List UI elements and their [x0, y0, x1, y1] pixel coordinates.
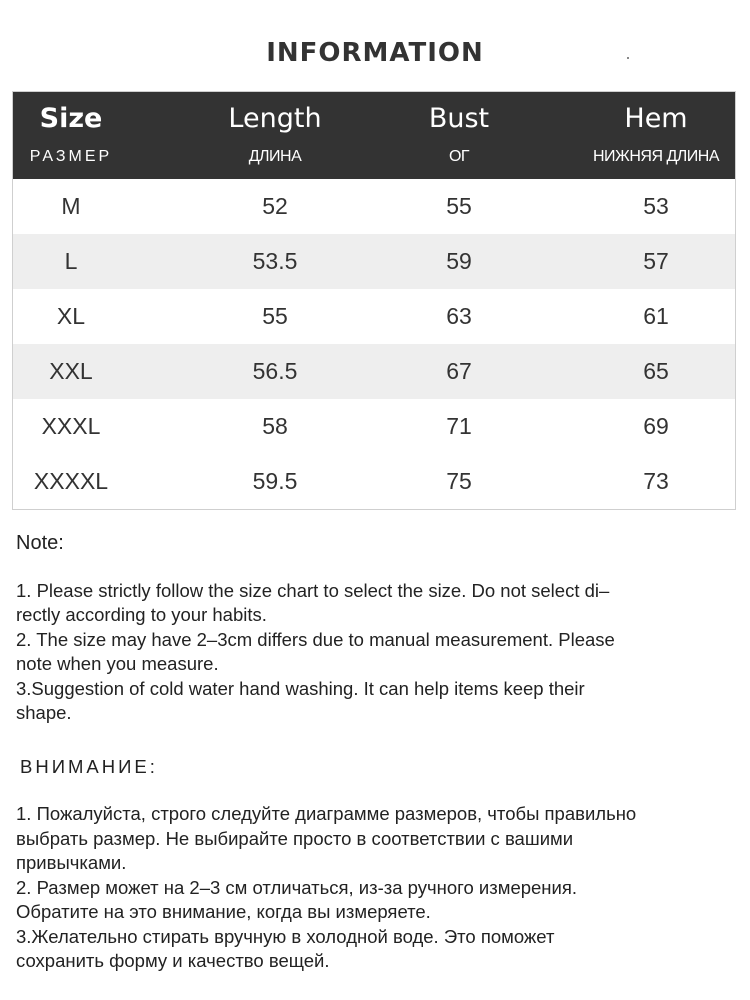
note-en-line: note when you measure.: [16, 653, 219, 674]
note-ru-line: 1. Пожалуйста, строго следуйте диаграмме размеров, чтобы правильно: [16, 803, 637, 824]
table-row: [13, 179, 735, 234]
note-en-line: 3.Suggestion of cold water hand washing. It can help items keep their: [16, 677, 585, 699]
header-length-ru: ДЛИНА: [248, 148, 302, 165]
note-en-line: rectly according to your habits.: [16, 604, 267, 625]
cell-length: 52: [262, 193, 288, 219]
cell-hem: 65: [643, 358, 669, 384]
note-ru-line: 2. Размер может на 2–3 см отличаться, из-за ручного измерения.: [16, 876, 578, 898]
header-hem: [587, 92, 725, 179]
cell-bust: 67: [446, 358, 472, 384]
spacer: [16, 726, 736, 755]
cell-bust: 59: [446, 248, 472, 274]
cell-hem: 53: [643, 193, 669, 219]
cell-length: 56.5: [252, 358, 298, 384]
notes-section: [16, 531, 736, 974]
note-ru-line: сохранить форму и качество вещей.: [16, 950, 330, 971]
note-en-line: 1. Please strictly follow the size chart to select the size. Do not select di–: [16, 579, 610, 601]
note-heading-ru: ВНИМАНИЕ:: [20, 755, 158, 777]
header-size-en: Size: [39, 103, 103, 134]
note-en-line: shape.: [16, 702, 72, 723]
cell-hem: 73: [643, 468, 669, 494]
page-title: INFORMATION: [266, 38, 484, 68]
table-header: [13, 92, 735, 179]
size-table: [12, 91, 736, 510]
header-hem-ru: НИЖНЯЯ ДЛИНА: [593, 148, 719, 165]
header-hem-en: Hem: [624, 103, 688, 134]
cell-bust: 75: [446, 468, 472, 494]
cell-hem: 57: [643, 248, 669, 274]
cell-bust: 55: [446, 193, 472, 219]
note-ru-line: 3.Желательно стирать вручную в холодной воде. Это поможет: [16, 925, 555, 947]
table-row: [13, 234, 735, 289]
note-ru-line: выбрать размер. Не выбирайте просто в соответствии с вашими: [16, 827, 574, 849]
cell-size: XL: [56, 303, 86, 329]
header-size-ru: РАЗМЕР: [29, 148, 113, 165]
header-bust-en: Bust: [428, 103, 490, 134]
note-ru-line: Обратите на это внимание, когда вы измеряете.: [16, 901, 431, 922]
note-en-line: 2. The size may have 2–3cm differs due to manual measurement. Please: [16, 628, 615, 650]
cell-size: XXL: [49, 358, 93, 384]
cell-size: M: [61, 193, 81, 219]
table-row: [13, 399, 735, 454]
note-heading-en: Note:: [16, 532, 64, 554]
cell-length: 55: [262, 303, 288, 329]
cell-bust: 71: [446, 413, 472, 439]
cell-hem: 61: [643, 303, 669, 329]
cell-length: 59.5: [252, 468, 298, 494]
table-row: [13, 454, 735, 509]
table-row: [13, 344, 735, 399]
cell-hem: 69: [643, 413, 669, 439]
decorative-dot: [627, 57, 629, 59]
cell-bust: 63: [446, 303, 472, 329]
cell-size: XXXXL: [33, 468, 109, 494]
cell-length: 53.5: [252, 248, 298, 274]
cell-size: XXXL: [41, 413, 101, 439]
header-bust: [409, 92, 509, 179]
table-row: [13, 289, 735, 344]
header-size: [13, 92, 129, 179]
cell-length: 58: [262, 413, 288, 439]
header-bust-ru: ОГ: [448, 148, 470, 165]
cell-size: L: [64, 248, 78, 274]
header-length: [175, 92, 375, 179]
header-length-en: Length: [228, 103, 322, 134]
note-ru-line: привычками.: [16, 852, 127, 873]
